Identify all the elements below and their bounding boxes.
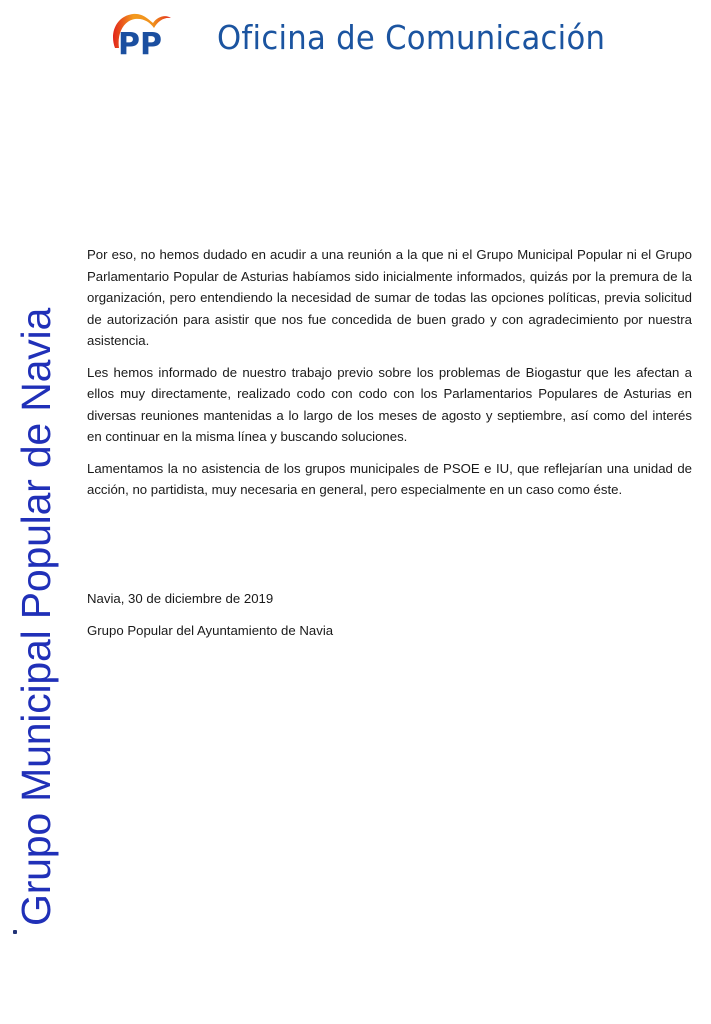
paragraph: Lamentamos la no asistencia de los grupos municipales de PSOE e IU, que reflejarían una unidad de acción, no partidista, muy necesaria en general, pero especialmente en un caso como éste. bbox=[87, 460, 692, 497]
document-body bbox=[87, 244, 692, 511]
vertical-group-name: Grupo Municipal Popular de Navia bbox=[13, 307, 59, 926]
pp-party-logo-icon bbox=[107, 8, 173, 58]
document-closing bbox=[87, 588, 333, 651]
paragraph: Les hemos informado de nuestro trabajo previo sobre los problemas de Biogastur que les afectan a ellos muy directamente, realizado codo con codo con los Parlamentarios Populares de Asturias en diversas reuniones mantenidas a lo largo de los meses de agosto y septiembre, así como del interés en continuar en la misma línea y buscando soluciones. bbox=[87, 364, 692, 444]
sidebar-vertical-label bbox=[13, 236, 59, 926]
signature: Grupo Popular del Ayuntamiento de Navia bbox=[87, 622, 334, 638]
date-line: Navia, 30 de diciembre de 2019 bbox=[87, 591, 274, 606]
pp-logo bbox=[107, 8, 173, 58]
bullet-dot bbox=[13, 930, 17, 934]
logo-text: PP bbox=[118, 27, 162, 58]
page-title: Oficina de Comunicación bbox=[217, 18, 606, 57]
paragraph: Por eso, no hemos dudado en acudir a una reunión a la que ni el Grupo Municipal Popular ni el Grupo Parlamentario Popular de Asturias habíamos sido inicialmente informados, quizás por la premura de la organización, pero entendiendo la necesidad de sumar de todas las opciones políticas, previa solicitud de autorización para asistir que nos fue concedida de buen grado y con agradecimiento por nuestra asistencia. bbox=[87, 247, 692, 348]
